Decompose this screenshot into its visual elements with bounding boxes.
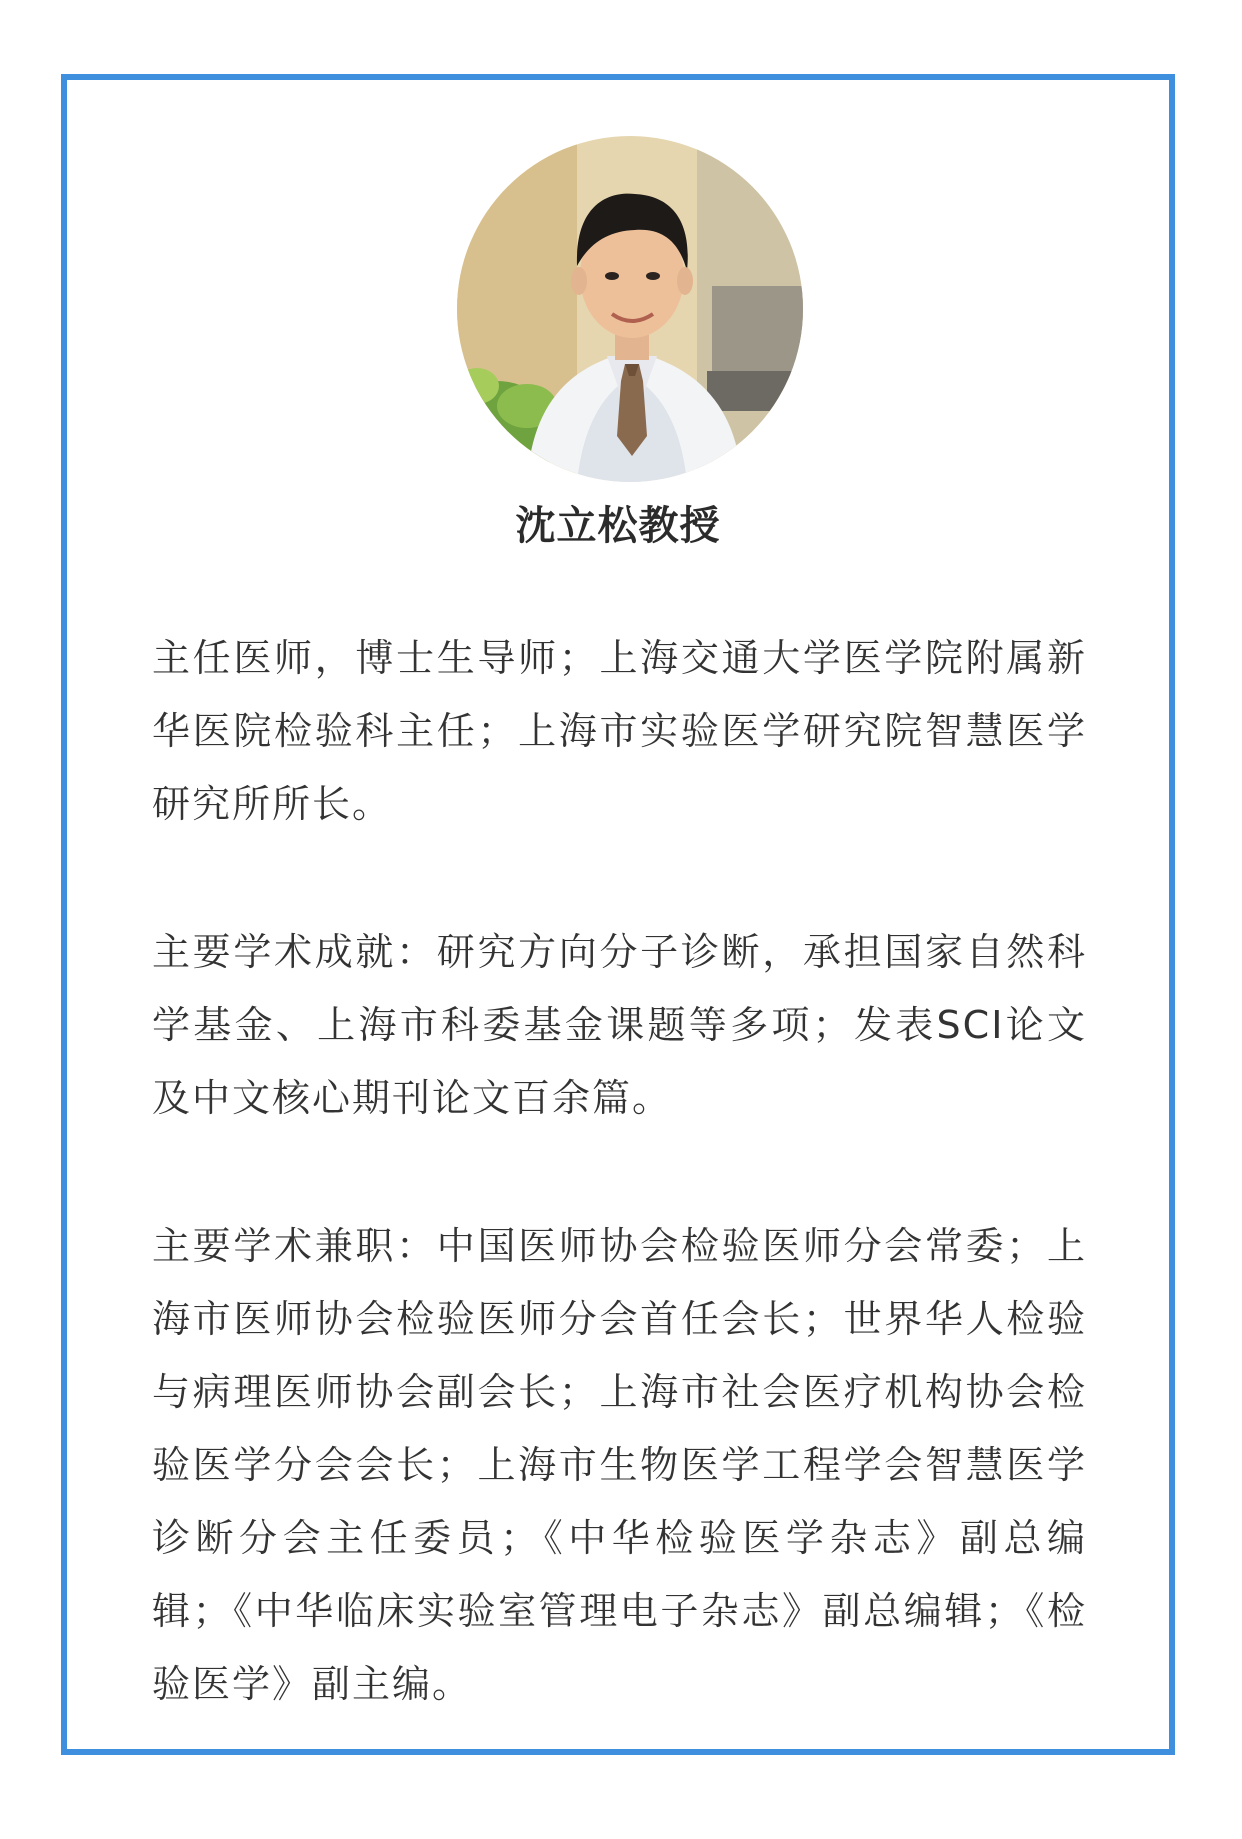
person-name: 沈立松教授 <box>515 503 721 549</box>
bio-paragraph-achievements: 主要学术成就：研究方向分子诊断，承担国家自然科学基金、上海市科委基金课题等多项；发表SCI论文及中文核心期刊论文百余篇。 <box>152 930 1087 1120</box>
profile-card <box>61 74 1175 1755</box>
portrait-photo <box>457 136 803 482</box>
portrait-illustration <box>457 136 803 482</box>
bio-paragraph-appointments: 主要学术兼职：中国医师协会检验医师分会常委；上海市医师协会检验医师分会首任会长；世界华人检验与病理医师协会副会长；上海市社会医疗机构协会检验医学分会会长；上海市生物医学工程学会智慧医学诊断分会主任委员；《中华检验医学杂志》副总编辑；《中华临床实验室管理电子杂志》副总编辑；《检验医学》副主编。 <box>152 1224 1087 1706</box>
bio-paragraph-positions: 主任医师，博士生导师；上海交通大学医学院附属新华医院检验科主任；上海市实验医学研究院智慧医学研究所所长。 <box>152 636 1087 826</box>
